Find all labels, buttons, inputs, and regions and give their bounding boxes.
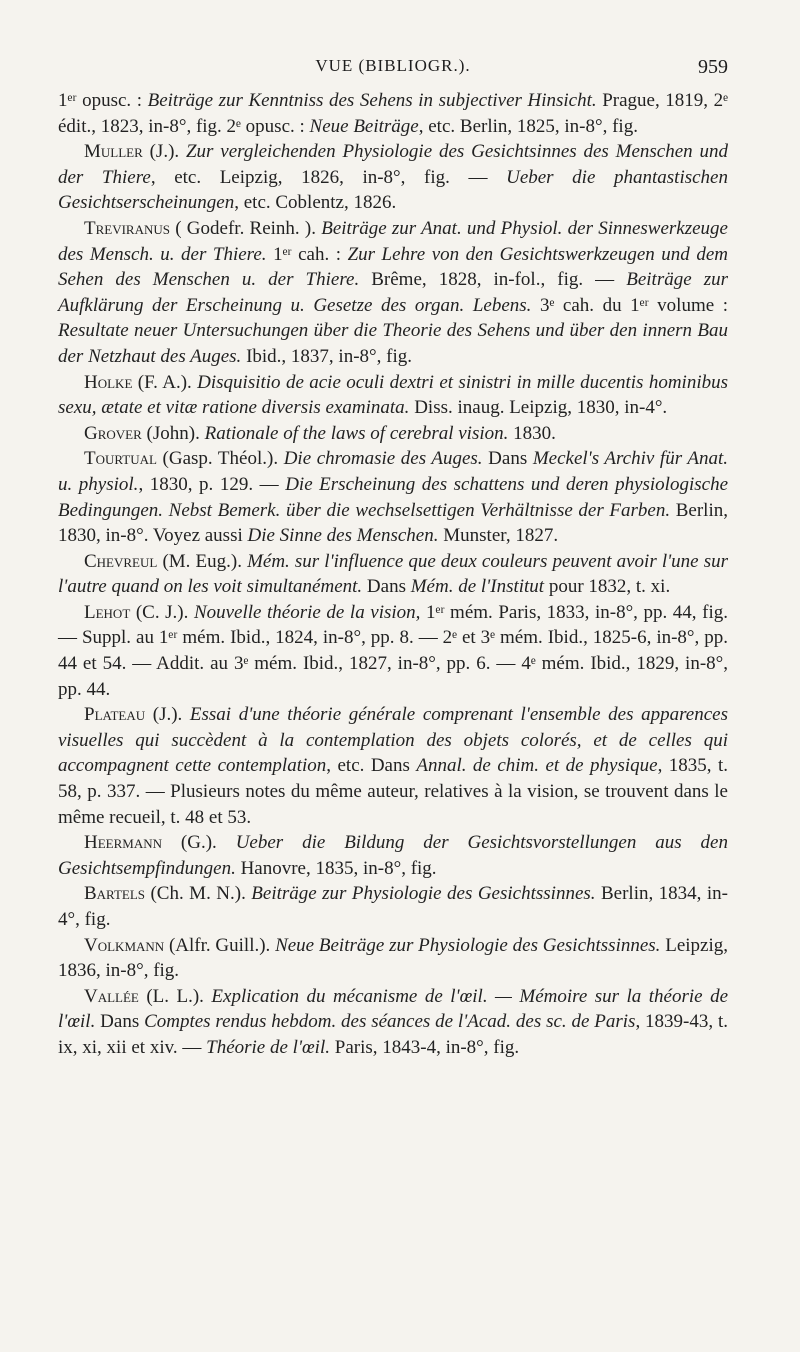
title-italic: Comptes rendus hebdom. des séances de l'Acad. des sc. de Paris	[144, 1011, 636, 1033]
citation-text: , etc. Leipzig, 1826, in-8°, fig. —	[150, 166, 507, 188]
citation-text: (John).	[141, 422, 205, 444]
title-italic: Mém. de l'Institut	[410, 576, 545, 598]
title-italic: Die Erscheinung des schattens und deren physiologische Bedingungen. Nebst Bemerk. über die wechselsettigen Verhältnisse der Farben.	[58, 473, 728, 521]
citation-text: (L. L.).	[138, 985, 212, 1007]
citation-text: 1830.	[508, 422, 556, 444]
citation-text: Berlin, 1830, in-8°. Voyez aussi	[58, 499, 728, 547]
citation-text: Prague, 1819, 2ᵉ édit., 1823, in-8°, fig. 2ᵉ opusc. :	[58, 90, 728, 137]
author-name: Plateau	[84, 704, 146, 726]
citation-text: , 1830, p. 129. —	[138, 473, 286, 495]
title-italic: Beiträge zur Physiologie des Gesichtssinnes.	[251, 883, 596, 905]
citation-text: Dans	[95, 1011, 145, 1033]
title-italic: Ueber die Bildung der Gesichtsvorstellungen aus den Gesichtsempfindungen.	[58, 832, 728, 879]
bibliography-entry	[58, 88, 728, 139]
title-italic: Beiträge zur Aufklärung der Erscheinung u. Gesetze des organ. Lebens.	[58, 269, 728, 316]
citation-text: (J.).	[142, 141, 186, 163]
citation-text: Ibid., 1837, in-8°, fig.	[241, 345, 412, 367]
title-italic: Die chromasie des Auges.	[283, 448, 483, 470]
author-name: Lehot	[84, 601, 131, 623]
citation-text: (Alfr. Guill.).	[164, 934, 276, 956]
citation-text: (G.).	[162, 832, 236, 854]
title-italic: Rationale of the laws of cerebral vision.	[204, 422, 509, 444]
bibliography-entry	[58, 216, 728, 370]
citation-text: , 1839-43, t. ix, xi, xii et xiv. —	[58, 1011, 728, 1058]
citation-text: Dans	[482, 448, 533, 470]
title-italic: Zur Lehre von den Gesichtswerkzeugen und dem Sehen des Menschen u. der Thiere.	[58, 243, 728, 291]
citation-text: ( Godefr. Reinh. ).	[170, 217, 322, 239]
title-italic: Neue Beiträge	[309, 115, 419, 137]
citation-text: (Gasp. Théol.).	[156, 448, 284, 470]
title-italic: Disquisitio de acie oculi dextri et sinistri in mille ducentis hominibus sexu, ætate et vitæ ratione diversis examinata.	[58, 371, 729, 419]
author-name: Chevreul	[84, 550, 158, 572]
bibliography-entry	[58, 446, 728, 548]
bibliography-entry	[58, 370, 728, 421]
citation-text: (J.).	[145, 704, 190, 726]
page-header	[58, 56, 728, 82]
citation-text: , 1835, t. 58, p. 337. — Plusieurs notes du même auteur, relatives à la vision, se trouvent dans le même recueil, t. 48 et 53.	[58, 755, 729, 828]
citation-text: 1ᵉʳ mém. Paris, 1833, in-8°, pp. 44, fig. — Suppl. au 1ᵉʳ mém. Ibid., 1824, in-8°, pp. 8. — 2ᵉ et 3ᵉ mém. Ibid., 1825-6, in-8°, pp. 44 et 54. — Addit. au 3ᵉ mém. Ibid., 1827, in-8°, pp. 6. — 4ᵉ mém. Ibid., 1829, in-8°, pp. 44.	[58, 601, 728, 700]
title-italic: Essai d'une théorie générale comprenant l'ensemble des apparences visuelles qui succèdent à la contemplation des objets colorés, et de celles qui accompagnent cette contemplation	[58, 704, 728, 777]
citation-text: (Ch. M. N.).	[145, 883, 252, 905]
bibliography-entry	[58, 702, 728, 830]
citation-text: Diss. inaug. Leipzig, 1830, in-4°.	[409, 397, 668, 419]
title-italic: Beiträge zur Kenntniss des Sehens in subjectiver Hinsicht.	[147, 90, 597, 111]
author-name: Tourtual	[84, 448, 157, 470]
citation-text: , etc. Berlin, 1825, in-8°, fig.	[418, 115, 638, 137]
author-name: Vallée	[84, 985, 139, 1007]
bibliography-entry	[58, 984, 728, 1061]
citation-text: Leipzig, 1836, in-8°, fig.	[58, 934, 728, 982]
citation-text: (F. A.).	[132, 371, 198, 393]
citation-text: Brême, 1828, in-fol., fig. —	[359, 269, 627, 291]
bibliography-entry	[58, 421, 728, 447]
page-number: 959	[698, 56, 728, 78]
title-italic: Neue Beiträge zur Physiologie des Gesichtssinnes.	[275, 934, 661, 956]
title-italic: Mém. sur l'influence que deux couleurs peuvent avoir l'une sur l'autre quand on les voit simultanément.	[58, 550, 729, 598]
citation-text: 3ᵉ cah. du 1ᵉʳ volume :	[531, 294, 728, 316]
citation-text: 1ᵉʳ cah. :	[266, 243, 348, 265]
author-name: Holke	[84, 371, 133, 393]
author-name: Grover	[84, 422, 142, 444]
citation-text: Dans	[362, 576, 411, 598]
citation-text: , etc. Dans	[326, 755, 417, 777]
author-name: Heermann	[84, 832, 162, 854]
title-italic: Annal. de chim. et de physique	[416, 755, 658, 777]
running-head: VUE (BIBLIOGR.).	[315, 56, 471, 75]
title-italic: Ueber die phantastischen Gesichtserscheinungen	[58, 166, 728, 214]
citation-text: Paris, 1843-4, in-8°, fig.	[330, 1036, 520, 1058]
bibliography-entry	[58, 139, 728, 216]
title-italic: Beiträge zur Anat. und Physiol. der Sinneswerkzeuge des Mensch. u. der Thiere.	[58, 217, 728, 265]
author-name: Treviranus	[84, 217, 171, 239]
title-italic: Zur vergleichenden Physiologie des Gesichtsinnes des Menschen und der Thiere	[58, 141, 728, 188]
bibliography-text	[58, 88, 728, 1061]
author-name: Bartels	[84, 883, 146, 905]
bibliography-entry	[58, 600, 728, 702]
title-italic: Explication du mécanisme de l'œil. — Mémoire sur la théorie de l'œil.	[58, 985, 728, 1033]
citation-text: Berlin, 1834, in-4°, fig.	[58, 883, 728, 930]
author-name: Muller	[84, 141, 143, 163]
citation-text: Munster, 1827.	[438, 525, 559, 547]
title-italic: Nouvelle théorie de la vision,	[193, 601, 421, 623]
bibliography-entry	[58, 549, 728, 600]
bibliography-entry	[58, 830, 728, 881]
citation-text: (M. Eug.).	[157, 550, 248, 572]
citation-text: (C. J.).	[130, 601, 194, 623]
title-italic: Die Sinne des Menschen.	[247, 525, 439, 547]
citation-text: 1ᵉʳ opusc. :	[58, 90, 148, 111]
bibliography-entry	[58, 933, 728, 984]
title-italic: Théorie de l'œil.	[206, 1036, 330, 1058]
citation-text: Hanovre, 1835, in-8°, fig.	[235, 857, 437, 879]
title-italic: Resultate neuer Untersuchungen über die Theorie des Sehens und über den innern Bau der Netzhaut des Auges.	[58, 320, 728, 367]
bibliography-entry	[58, 881, 728, 932]
citation-text: pour 1832, t. xi.	[544, 576, 671, 598]
citation-text: , etc. Coblentz, 1826.	[234, 192, 397, 214]
author-name: Volkmann	[84, 934, 165, 956]
title-italic: Meckel's Archiv für Anat. u. physiol.	[58, 448, 728, 495]
